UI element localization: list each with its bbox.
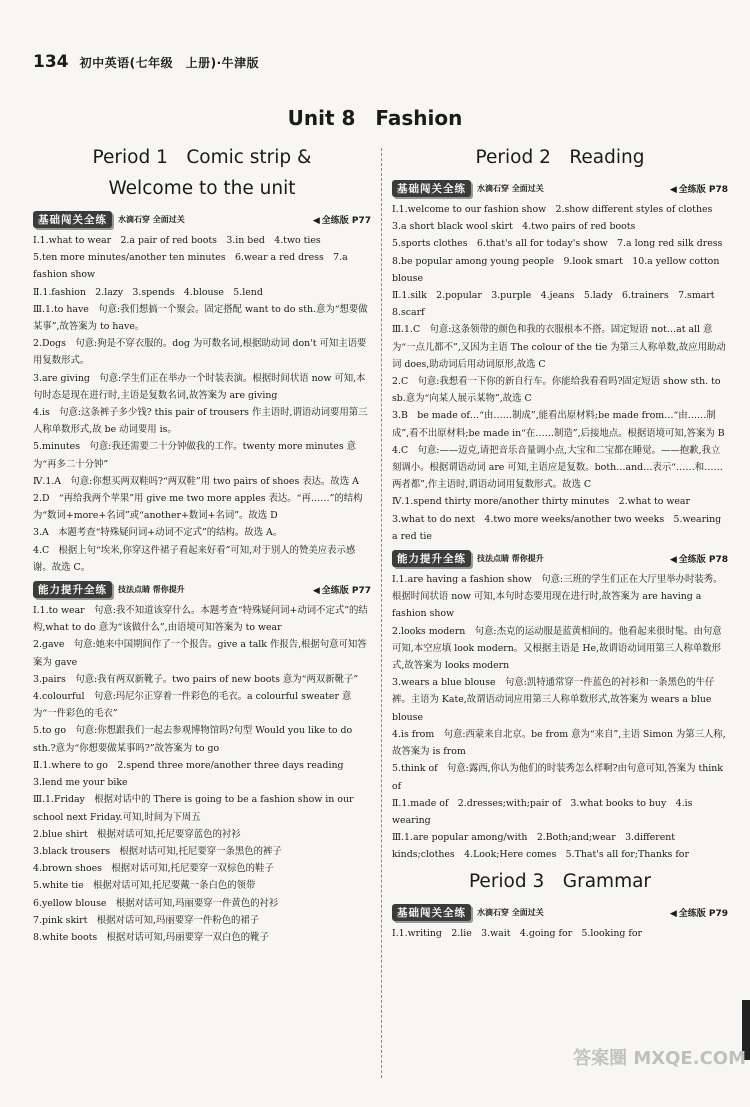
answer-item: Ⅱ.1.fashion 2.lazy 3.spends 4.blouse 5.lend [33, 286, 263, 298]
arrow-icon: ◀ [312, 216, 320, 226]
reference-text: 全练版 P78 [678, 185, 728, 195]
answer-list [392, 201, 732, 545]
period1-title-line2: Welcome to the unit [108, 178, 296, 199]
arrow-icon: ◀ [669, 185, 677, 195]
period1-title [33, 142, 371, 204]
arrow-icon: ◀ [669, 908, 677, 919]
answer-item: 4.C 根据上句“埃米,你穿这件裙子看起来好看”可知,对于别人的赞美应表示感谢。故选 C。 [33, 544, 356, 573]
banner-subtitle: 水滴石穿 全面过关 [477, 184, 544, 193]
answer-item: Ⅰ.1.welcome to our fashion show 2.show different styles of clothes 3.a short black wool skirt 4.two pairs of red boots [392, 204, 722, 233]
answer-item: 5.ten more minutes/another ten minutes 6.wear a red dress 7.a fashion show [33, 252, 348, 281]
answer-item: 5.think of 句意:露西,你认为他们的时装秀怎么样啊?由句意可知,答案为 think of [392, 763, 723, 792]
period2-title: Period 2 Reading [475, 147, 645, 168]
answer-item: 5.white tie 根据对话可知,托尼要戴一条白色的领带 [33, 880, 256, 892]
reference-text: 全练版 P79 [678, 908, 728, 919]
section-banner-advanced [33, 580, 371, 599]
answer-item: Ⅳ.1.A 句意:你想买两双鞋吗?“两双鞋”用 two pairs of shoes 表达。故选 A [33, 475, 359, 487]
banner-label: 基础闯关全练 [392, 904, 471, 921]
answer-item: 6.yellow blouse 根据对话可知,玛丽要穿一件黄色的衬衫 [33, 897, 279, 909]
banner-label: 能力提升全练 [392, 550, 471, 567]
answer-item: 3.what to do next 4.two more weeks/another two weeks 5.wearing a red tie [392, 513, 722, 542]
left-column [33, 140, 371, 946]
right-column [392, 140, 732, 942]
page-reference [313, 583, 371, 596]
page-reference [670, 552, 728, 565]
answer-item: Ⅰ.1.what to wear 2.a pair of red boots 3.in bed 4.two ties [33, 235, 321, 246]
answer-item: 5.to go 句意:你想跟我们一起去参观博物馆吗?句型 Would you like to do sth.?意为“你想要做某事吗?”故答案为 to go [33, 725, 353, 754]
answer-item: Ⅱ.1.silk 2.popular 3.purple 4.jeans 5.lady 6.trainers 7.smart 8.scarf [392, 290, 724, 319]
arrow-icon: ◀ [312, 586, 320, 597]
section-banner-basic [392, 179, 728, 198]
unit-title: Unit 8 Fashion [287, 106, 463, 130]
section-banner-advanced [392, 549, 728, 568]
answer-item: 3.B be made of…“由……制成”,能看出原材料;be made from…“由……制成”,看不出原材料;be made in“在……制造”,后接地点。根据语境可知,答案为 B [392, 410, 725, 439]
answer-item: 4.is from 句意:西蒙来自北京。be from 意为“来自”,主语 Simon 为第三人称,故答案为 is from [392, 728, 726, 758]
answer-item: Ⅳ.1.spend thirty more/another thirty minutes 2.what to wear [392, 496, 690, 508]
answer-item: 5.sports clothes 6.that's all for today's show 7.a long red silk dress 8.be popular among young people 9.look smart 10.a yellow cotton blouse [392, 238, 732, 284]
answer-item: 3.black trousers 根据对话可知,托尼要穿一条黑色的裤子 [33, 845, 282, 857]
answer-list [392, 925, 728, 942]
banner-label: 基础闯关全练 [33, 211, 112, 228]
answer-item: Ⅲ.1.are popular among/with 2.Both;and;wear 3.different kinds;clothes 4.Look;Here comes 5.That's all for;Thanks for [392, 832, 689, 861]
answer-item: 3.A 本题考查“特殊疑问词+动词不定式”的结构。故选 A。 [33, 527, 283, 539]
reference-text: 全练版 P78 [678, 555, 728, 566]
answer-item: 3.wears a blue blouse 句意:凯特通常穿一件蓝色的衬衫和一条黑色的牛仔裤。主语为 Kate,故谓语动词应用第三人称单数形式,故答案为 wears a blue blouse [392, 677, 715, 723]
answer-item: 2.D “再给我两个苹果”用 give me two more apples 表达。“再……”的结构为“数词+more+名词”或“another+数词+名词”。故选 D [33, 493, 363, 522]
answer-list [392, 571, 728, 863]
page-number: 134 [33, 52, 69, 72]
answer-item: 2.gave 句意:她来中国期间作了一个报告。give a talk 作报告,根据句意可知答案为 gave [33, 639, 367, 668]
banner-subtitle: 技法点睛 帮你提升 [477, 554, 544, 564]
section-banner-basic [392, 903, 728, 922]
period3-title: Period 3 Grammar [468, 870, 652, 892]
banner-subtitle: 水滴石穿 全面过关 [477, 907, 544, 917]
answer-item: 2.looks modern 句意:杰克的运动服是蓝黄相间的。他看起来很时髦。由句意可知,本空应填 look modern。又根据主语是 He,故谓语动词用第三人称单数形式,故答案为 looks modern [392, 625, 722, 672]
answer-list [33, 602, 371, 946]
answer-item: Ⅲ.1.Friday 根据对话中的 There is going to be a fashion show in our school next Friday.可知,时间为下周五 [33, 794, 354, 823]
banner-subtitle: 技法点睛 帮你提升 [118, 585, 185, 595]
answer-item: 3.are giving 句意:学生们正在举办一个时装表演。根据时间状语 now 可知,本句时态是现在进行时,主语是复数名词,故答案为 are giving [33, 372, 366, 401]
banner-label: 能力提升全练 [33, 581, 112, 598]
answer-item: 2.Dogs 句意:狗是不穿衣服的。dog 为可数名词,根据助动词 don't 可知主语要用复数形式。 [33, 338, 367, 367]
period1-title-line1: Period 1 Comic strip & [92, 147, 312, 168]
answer-item: 2.C 句意:我想看一下你的新自行车。你能给我看看吗?固定短语 show sth. to sb.意为“向某人展示某物”,故选 C [392, 376, 721, 405]
answer-item: 3.pairs 句意:我有两双新靴子。two pairs of new boots 意为“两双新靴子” [33, 673, 359, 685]
answer-list [33, 232, 371, 576]
page-header [33, 52, 259, 72]
answer-item: Ⅰ.1.to wear 句意:我不知道该穿什么。本题考查“特殊疑问词+动词不定式”的结构,what to do 意为“该做什么”,由语境可知答案为 to wear [33, 605, 368, 634]
answer-item: Ⅱ.1.made of 2.dresses;with;pair of 3.what books to buy 4.is wearing [392, 797, 693, 826]
reference-text: 全练版 P77 [321, 586, 371, 597]
answer-item: 5.minutes 句意:我还需要二十分钟做我的工作。twenty more minutes 意为“再多二十分钟” [33, 441, 356, 470]
answer-item: 2.blue shirt 根据对话可知,托尼要穿蓝色的衬衫 [33, 828, 241, 840]
answer-item: Ⅲ.1.C 句意:这条领带的颜色和我的衣服根本不搭。固定短语 not…at all 意为“一点儿都不”,又因为主语 The colour of the tie 为第三人称单数,故应用助动词 does,助动词后用动词原形,故选 C [392, 324, 726, 370]
page-reference [670, 906, 728, 919]
section-banner-basic [33, 210, 371, 229]
answer-item: 4.brown shoes 根据对话可知,托尼要穿一双棕色的鞋子 [33, 863, 274, 875]
arrow-icon: ◀ [669, 555, 677, 566]
answer-item: 7.pink skirt 根据对话可知,玛丽要穿一件粉色的裙子 [33, 914, 260, 926]
banner-subtitle: 水滴石穿 全面过关 [118, 215, 185, 224]
banner-label: 基础闯关全练 [392, 180, 471, 197]
answer-item: 8.white boots 根据对话可知,玛丽要穿一双白色的靴子 [33, 931, 269, 943]
answer-item: Ⅲ.1.to have 句意:我们想搞一个聚会。固定搭配 want to do sth.意为“想要做某事”,故答案为 to have。 [33, 303, 368, 333]
page-reference [670, 182, 728, 195]
answer-item: 4.colourful 句意:玛尼尔正穿着一件彩色的毛衣。a colourful sweater 意为“一件彩色的毛衣” [33, 691, 352, 720]
watermark: 答案圈 MXQE.COM [573, 1048, 746, 1069]
page-reference [313, 213, 371, 226]
book-title: 初中英语(七年级 上册)·牛津版 [79, 56, 260, 70]
answer-item: 4.is 句意:这条裤子多少钱? this pair of trousers 作主语时,谓语动词要用第三人称单数形式,故 be 动词要用 is。 [33, 407, 368, 436]
answer-item: Ⅰ.1.are having a fashion show 句意:三班的学生们正在大厅里举办时装秀。根据时间状语 now 可知,本句时态要用现在进行时,故答案为 are having a fashion show [392, 574, 723, 620]
answer-item: Ⅱ.1.where to go 2.spend three more/another three days reading 3.lend me your bike [33, 759, 353, 789]
reference-text: 全练版 P77 [321, 216, 371, 226]
answer-item: 4.C 句意:——迈克,请把音乐音量调小点,大宝和二宝都在睡觉。——抱歉,我立刻调小。根据谓语动词 are 可知,主语应是复数。both…and…表示“……和……两者都”,作主语时,谓语动词用复数形式。故选 C [392, 444, 723, 491]
answer-item: Ⅰ.1.writing 2.lie 3.wait 4.going for 5.looking for [392, 927, 642, 939]
column-divider [381, 148, 382, 1078]
